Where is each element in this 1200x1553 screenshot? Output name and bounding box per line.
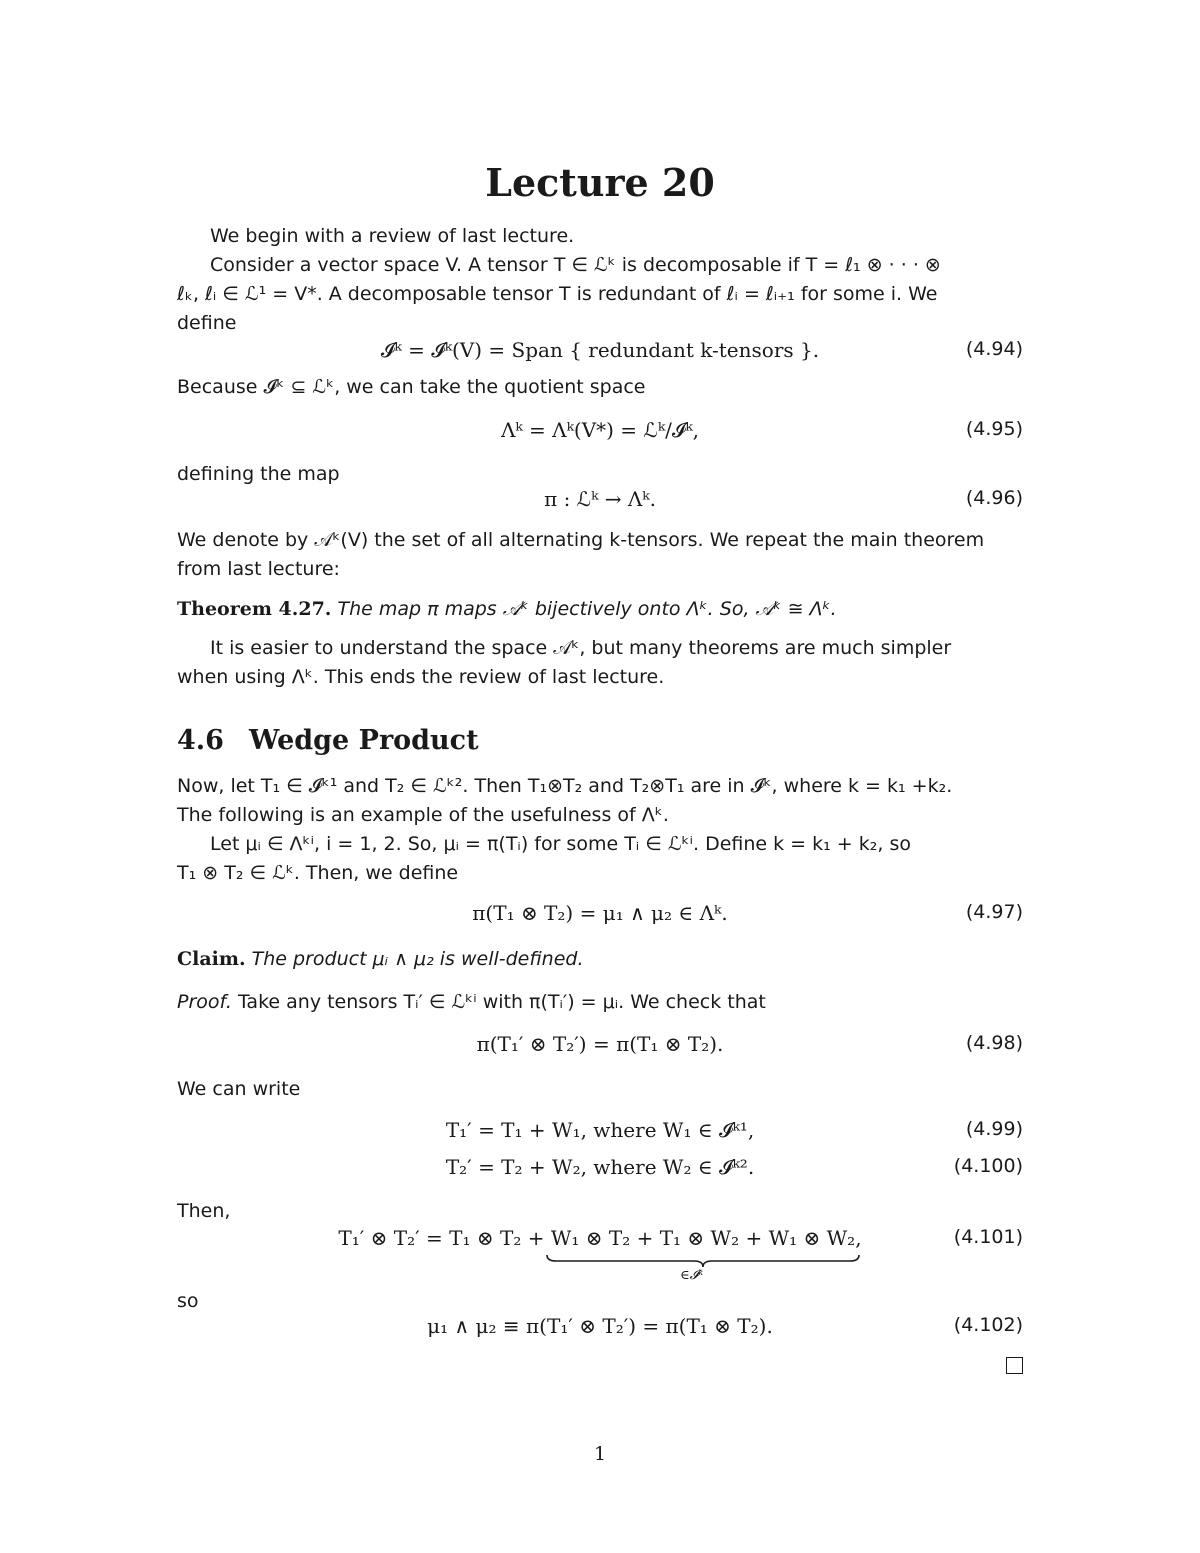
underbrace [546,1254,860,1268]
theorem-body: The map π maps 𝒜ᵏ bijectively onto Λᵏ. So, 𝒜ᵏ ≅ Λᵏ. [337,598,837,620]
intro-paragraph-2-line-2: ℓₖ, ℓᵢ ∈ ℒ¹ = V*. A decomposable tensor T is redundant of ℓᵢ = ℓᵢ₊₁ for some i. We [177,283,938,305]
qed-box [1006,1357,1023,1374]
intro-paragraph-2-line-3: define [177,312,237,334]
claim [177,945,1023,974]
let-line-2: T₁ ⊗ T₂ ∈ ℒᵏ. Then, we define [177,862,459,884]
theorem-label: Theorem 4.27. [177,598,332,620]
equation-body: T₁′ ⊗ T₂′ = T₁ ⊗ T₂ + W₁ ⊗ T₂ + T₁ ⊗ W₂ + W₁ ⊗ W₂, [338,1226,862,1250]
so-text: so [177,1290,199,1312]
equation-4-96 [177,487,1023,517]
equation-number: (4.101) [953,1226,1023,1248]
section-heading [177,725,479,756]
equation-4-98 [177,1032,1023,1062]
denote-line-1: We denote by 𝒜ᵏ(V) the set of all alternating k-tensors. We repeat the main theorem [177,529,985,551]
equation-body: Λᵏ = Λᵏ(V*) = ℒᵏ/𝓘ᵏ, [500,418,700,442]
equation-body: T₂′ = T₂ + W₂, where W₂ ∈ 𝓘ᵏ². [445,1155,755,1179]
underbrace-label: ∈𝓘ᵏ [680,1268,704,1283]
equation-4-99 [177,1118,1023,1148]
equation-number: (4.96) [965,487,1023,509]
intro-paragraph-2-line-1: Consider a vector space V. A tensor T ∈ ℒᵏ is decomposable if T = ℓ₁ ⊗ · · · ⊗ [210,254,941,276]
equation-4-100 [177,1155,1023,1185]
claim-body: The product μᵢ ∧ μ₂ is well-defined. [251,948,584,970]
claim-label: Claim. [177,948,246,970]
equation-4-97 [177,901,1023,931]
equation-body: μ₁ ∧ μ₂ ≡ π(T₁′ ⊗ T₂′) = π(T₁ ⊗ T₂). [427,1314,773,1338]
let-line-1: Let μᵢ ∈ Λᵏⁱ, i = 1, 2. So, μᵢ = π(Tᵢ) for some Tᵢ ∈ ℒᵏⁱ. Define k = k₁ + k₂, so [210,833,911,855]
easier-line-2: when using Λᵏ. This ends the review of last lecture. [177,666,665,688]
equation-4-95 [177,418,1023,448]
equation-number: (4.100) [953,1155,1023,1177]
equation-number: (4.95) [965,418,1023,440]
because-text: Because 𝓘ᵏ ⊆ ℒᵏ, we can take the quotient space [177,376,646,398]
equation-body: π(T₁′ ⊗ T₂′) = π(T₁ ⊗ T₂). [476,1032,724,1056]
then-text: Then, [177,1200,231,1222]
equation-number: (4.98) [965,1032,1023,1054]
equation-body: 𝓘ᵏ = 𝓘ᵏ(V) = Span { redundant k-tensors }. [380,338,820,362]
equation-4-101 [177,1226,1023,1256]
equation-body: π : ℒᵏ → Λᵏ. [544,487,656,511]
now-line-1: Now, let T₁ ∈ 𝓘ᵏ¹ and T₂ ∈ ℒᵏ². Then T₁⊗T₂ and T₂⊗T₁ are in 𝓘ᵏ, where k = k₁ +k₂. [177,775,953,797]
equation-body: T₁′ = T₁ + W₁, where W₁ ∈ 𝓘ᵏ¹, [445,1118,755,1142]
equation-4-94 [177,338,1023,368]
denote-line-2: from last lecture: [177,558,340,580]
section-number: 4.6 [177,725,224,756]
defining-text: defining the map [177,463,340,485]
intro-paragraph-1: We begin with a review of last lecture. [210,225,575,247]
section-title: Wedge Product [249,725,479,756]
can-write-text: We can write [177,1078,301,1100]
theorem-4-27 [177,595,1023,624]
equation-number: (4.99) [965,1118,1023,1140]
equation-number: (4.102) [953,1314,1023,1336]
proof-label: Proof. [177,991,232,1013]
equation-number: (4.97) [965,901,1023,923]
equation-number: (4.94) [965,338,1023,360]
proof-body: Take any tensors Tᵢ′ ∈ ℒᵏⁱ with π(Tᵢ′) = μᵢ. We check that [237,991,766,1013]
page-number: 1 [593,1443,607,1465]
equation-body: π(T₁ ⊗ T₂) = μ₁ ∧ μ₂ ∈ Λᵏ. [472,901,728,925]
lecture-title: Lecture 20 [485,160,715,205]
proof-intro [177,988,1023,1017]
equation-4-102 [177,1314,1023,1344]
now-line-2: The following is an example of the usefulness of Λᵏ. [177,804,669,826]
easier-line-1: It is easier to understand the space 𝒜ᵏ, but many theorems are much simpler [210,637,952,659]
